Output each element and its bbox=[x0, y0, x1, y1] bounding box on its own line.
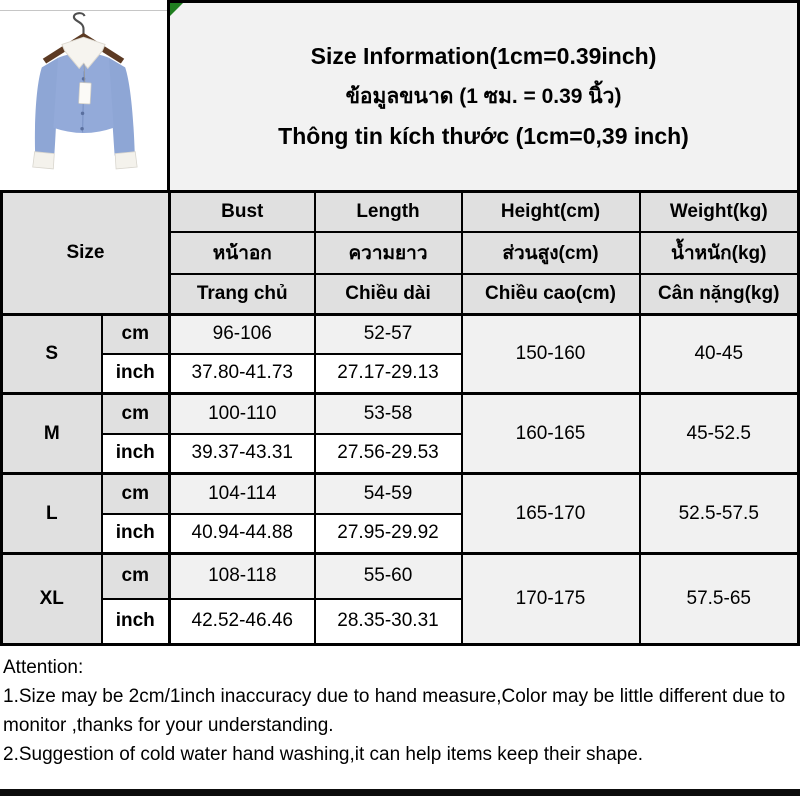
unit-cell-inch: inch bbox=[102, 434, 170, 474]
bust-inch-value: 37.80-41.73 bbox=[170, 354, 315, 394]
length-cm-value: 55-60 bbox=[315, 554, 462, 599]
bust-cm-value: 104-114 bbox=[170, 474, 315, 514]
title-vietnamese: Thông tin kích thước (1cm=0,39 inch) bbox=[278, 123, 689, 149]
bust-inch-value: 40.94-44.88 bbox=[170, 514, 315, 554]
weight-value: 57.5-65 bbox=[640, 554, 799, 645]
attention-note-2: 2.Suggestion of cold water hand washing,it can help items keep their shape. bbox=[3, 744, 644, 765]
title-english: Size Information(1cm=0.39inch) bbox=[310, 43, 657, 69]
attention-heading: Attention: bbox=[3, 657, 84, 678]
col-header-weight-en: Weight(kg) bbox=[640, 192, 799, 232]
height-value: 150-160 bbox=[462, 315, 640, 394]
weight-value: 45-52.5 bbox=[640, 394, 799, 474]
shirt-button bbox=[80, 127, 83, 130]
unit-cell-cm: cm bbox=[102, 315, 170, 354]
col-header-length-en: Length bbox=[315, 192, 462, 232]
size-corner-header: Size bbox=[2, 192, 170, 315]
top-region bbox=[0, 0, 800, 190]
col-header-length-vi: Chiều dài bbox=[315, 274, 462, 315]
shirt-left-cuff bbox=[33, 152, 55, 169]
attention-note-1: 1.Size may be 2cm/1inch inaccuracy due to hand measure,Color may be little different due to monitor ,thanks for your understanding. bbox=[3, 686, 786, 736]
length-inch-value: 27.17-29.13 bbox=[315, 354, 462, 394]
col-header-bust-th: หน้าอก bbox=[170, 232, 315, 274]
col-header-bust-vi: Trang chủ bbox=[170, 274, 315, 315]
bust-cm-value: 100-110 bbox=[170, 394, 315, 434]
shirt-button bbox=[81, 112, 84, 115]
length-inch-value: 27.56-29.53 bbox=[315, 434, 462, 474]
green-corner-marker-icon bbox=[170, 3, 183, 16]
col-header-weight-vi: Cân nặng(kg) bbox=[640, 274, 799, 315]
col-header-length-th: ความยาว bbox=[315, 232, 462, 274]
length-cm-value: 52-57 bbox=[315, 315, 462, 354]
unit-cell-inch: inch bbox=[102, 514, 170, 554]
product-photo bbox=[0, 0, 167, 190]
weight-value: 52.5-57.5 bbox=[640, 474, 799, 554]
unit-cell-cm: cm bbox=[102, 394, 170, 434]
unit-cell-cm: cm bbox=[102, 554, 170, 599]
length-cm-value: 54-59 bbox=[315, 474, 462, 514]
length-inch-value: 27.95-29.92 bbox=[315, 514, 462, 554]
unit-cell-inch: inch bbox=[102, 599, 170, 645]
shirt-on-hanger-illustration bbox=[0, 8, 167, 190]
hanger-hook-icon bbox=[74, 13, 85, 37]
bust-inch-value: 39.37-43.31 bbox=[170, 434, 315, 474]
hang-tag bbox=[79, 82, 92, 104]
size-row-label: XL bbox=[2, 554, 102, 645]
unit-cell-cm: cm bbox=[102, 474, 170, 514]
shirt-right-cuff bbox=[115, 152, 137, 169]
bottom-edge-bar bbox=[0, 789, 800, 796]
col-header-bust-en: Bust bbox=[170, 192, 315, 232]
weight-value: 40-45 bbox=[640, 315, 799, 394]
bust-inch-value: 42.52-46.46 bbox=[170, 599, 315, 645]
attention-notes bbox=[0, 645, 799, 769]
size-row-label: S bbox=[2, 315, 102, 394]
size-row-label: M bbox=[2, 394, 102, 474]
col-header-height-vi: Chiều cao(cm) bbox=[462, 274, 640, 315]
length-inch-value: 28.35-30.31 bbox=[315, 599, 462, 645]
length-cm-value: 53-58 bbox=[315, 394, 462, 434]
height-value: 165-170 bbox=[462, 474, 640, 554]
title-block bbox=[167, 0, 800, 190]
height-value: 170-175 bbox=[462, 554, 640, 645]
bust-cm-value: 96-106 bbox=[170, 315, 315, 354]
height-value: 160-165 bbox=[462, 394, 640, 474]
shirt-right-sleeve bbox=[109, 58, 135, 156]
unit-cell-inch: inch bbox=[102, 354, 170, 394]
bust-cm-value: 108-118 bbox=[170, 554, 315, 599]
size-row-label: L bbox=[2, 474, 102, 554]
col-header-height-en: Height(cm) bbox=[462, 192, 640, 232]
size-table bbox=[0, 190, 800, 646]
col-header-height-th: ส่วนสูง(cm) bbox=[462, 232, 640, 274]
col-header-weight-th: น้ำหนัก(kg) bbox=[640, 232, 799, 274]
title-thai: ข้อมูลขนาด (1 ซม. = 0.39 นิ้ว) bbox=[345, 85, 622, 108]
